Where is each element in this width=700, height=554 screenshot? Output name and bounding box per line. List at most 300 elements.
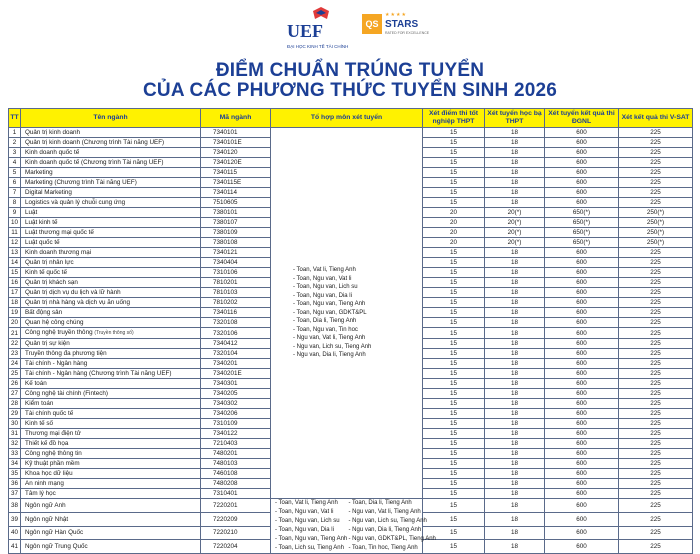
row-dgnl: 600 (545, 449, 619, 459)
header-dgnl: Xét tuyển kết quả thi ĐGNL (545, 109, 619, 128)
row-name (21, 429, 201, 439)
row-dgnl: 650(*) (545, 228, 619, 238)
header-name: Tên ngành (21, 109, 201, 128)
table-row (9, 128, 693, 138)
qs-label: STARS (385, 19, 419, 30)
row-thpt: 15 (423, 419, 485, 429)
row-code: 7310401 (201, 489, 271, 499)
row-vsat: 225 (619, 178, 693, 188)
row-name (21, 308, 201, 318)
row-name (21, 218, 201, 228)
row-name-text: Kinh tế quốc tế (25, 269, 68, 276)
row-vsat: 250(*) (619, 208, 693, 218)
row-tt: 25 (9, 369, 21, 379)
row-name-text: Truyền thông đa phương tiện (25, 350, 107, 357)
row-name-text: Kinh tế số (25, 420, 54, 427)
row-name (21, 268, 201, 278)
row-vsat: 225 (619, 379, 693, 389)
qs-stars-icon: ★★★★ (385, 12, 407, 18)
combo-item: - Ngu van, Vat li, Tieng Anh (348, 509, 421, 515)
row-thpt: 15 (423, 298, 485, 308)
header-combo: Tổ hợp môn xét tuyển (271, 109, 423, 128)
combo-cell-languages (271, 499, 436, 554)
row-thpt: 15 (423, 379, 485, 389)
row-hocba: 18 (485, 379, 545, 389)
combo-item: - Toan, Vat li, Tieng Anh (293, 267, 356, 274)
qs-stars-logo (362, 12, 430, 38)
row-vsat: 225 (619, 479, 693, 489)
row-dgnl: 600 (545, 459, 619, 469)
page-title: ĐIỂM CHUẨN TRÚNG TUYỂN (215, 60, 485, 81)
row-name-text: Tài chính - Ngân hàng (Chương trình Tài năng UEF) (25, 370, 172, 377)
row-dgnl: 600 (545, 318, 619, 328)
row-name (21, 449, 201, 459)
row-thpt: 15 (423, 258, 485, 268)
qs-subtitle: RATED FOR EXCELLENCE (385, 31, 430, 35)
row-hocba: 18 (485, 439, 545, 449)
row-code: 7340121 (201, 248, 271, 258)
row-name (21, 469, 201, 479)
row-name-text: Luật (25, 209, 38, 216)
row-name (21, 168, 201, 178)
row-tt: 9 (9, 208, 21, 218)
row-name (21, 459, 201, 469)
header-tt: TT (9, 109, 21, 128)
combo-grid (275, 499, 436, 553)
uef-logo-text: UEF (287, 21, 323, 41)
row-code: 7380109 (201, 228, 271, 238)
row-hocba: 20(*) (485, 218, 545, 228)
row-code: 7340412 (201, 339, 271, 349)
row-name-text: Kinh doanh quốc tế (25, 149, 80, 156)
row-name-text: Thiết kế đồ họa (25, 440, 69, 447)
row-tt: 7 (9, 188, 21, 198)
row-thpt: 15 (423, 178, 485, 188)
row-thpt: 15 (423, 369, 485, 379)
row-tt: 27 (9, 389, 21, 399)
row-vsat: 225 (619, 489, 693, 499)
row-code: 7320106 (201, 328, 271, 339)
row-vsat: 250(*) (619, 228, 693, 238)
row-dgnl: 600 (545, 268, 619, 278)
row-dgnl: 600 (545, 298, 619, 308)
row-thpt: 15 (423, 339, 485, 349)
row-code: 7340120 (201, 148, 271, 158)
row-name (21, 298, 201, 308)
row-name-text: Kế toán (25, 380, 47, 387)
row-hocba: 18 (485, 349, 545, 359)
row-hocba: 18 (485, 526, 545, 540)
row-code: 7340101E (201, 138, 271, 148)
row-hocba: 18 (485, 540, 545, 554)
row-tt: 6 (9, 178, 21, 188)
row-thpt: 15 (423, 198, 485, 208)
row-dgnl: 650(*) (545, 208, 619, 218)
row-hocba: 18 (485, 419, 545, 429)
row-dgnl: 600 (545, 148, 619, 158)
row-name (21, 359, 201, 369)
row-code: 7310109 (201, 419, 271, 429)
row-vsat: 225 (619, 138, 693, 148)
row-code: 7340115E (201, 178, 271, 188)
row-hocba: 18 (485, 138, 545, 148)
row-tt: 39 (9, 512, 21, 526)
row-code: 7340116 (201, 308, 271, 318)
row-dgnl: 600 (545, 188, 619, 198)
uef-logo-subtitle: ĐẠI HỌC KINH TẾ TÀI CHÍNH (287, 44, 349, 49)
row-dgnl: 650(*) (545, 238, 619, 248)
row-name-text: Công nghệ thông tin (25, 450, 82, 457)
row-thpt: 15 (423, 128, 485, 138)
combo-item: - Toan, Ngu van, Vat li (275, 509, 334, 515)
row-name-text: Tâm lý học (25, 490, 56, 497)
combo-item: - Toan, Ngu van, Lich su (275, 518, 340, 524)
row-code: 7220209 (201, 512, 271, 526)
row-name-text: Logistics và quản lý chuỗi cung ứng (25, 199, 126, 206)
row-name (21, 339, 201, 349)
row-name-text: Công nghệ tài chính (Fintech) (25, 390, 108, 397)
row-name (21, 526, 201, 540)
row-name-text: Kỹ thuật phần mềm (25, 460, 80, 467)
row-name (21, 278, 201, 288)
row-thpt: 15 (423, 359, 485, 369)
row-name (21, 409, 201, 419)
row-dgnl: 600 (545, 489, 619, 499)
row-name (21, 148, 201, 158)
row-vsat: 225 (619, 288, 693, 298)
row-hocba: 18 (485, 512, 545, 526)
row-thpt: 15 (423, 399, 485, 409)
row-code: 7210403 (201, 439, 271, 449)
row-vsat: 225 (619, 369, 693, 379)
row-vsat: 225 (619, 540, 693, 554)
row-thpt: 15 (423, 278, 485, 288)
row-name (21, 328, 201, 339)
row-vsat: 225 (619, 409, 693, 419)
row-code: 7810201 (201, 278, 271, 288)
row-vsat: 225 (619, 359, 693, 369)
row-name-text: Luật kinh tế (25, 219, 58, 226)
row-hocba: 18 (485, 359, 545, 369)
row-hocba: 18 (485, 178, 545, 188)
row-name-text: Khoa học dữ liệu (25, 470, 73, 477)
row-dgnl: 600 (545, 409, 619, 419)
row-name-text: Quản trị kinh doanh (25, 129, 80, 136)
row-vsat: 225 (619, 526, 693, 540)
row-name (21, 138, 201, 148)
row-hocba: 18 (485, 258, 545, 268)
row-thpt: 15 (423, 158, 485, 168)
row-thpt: 15 (423, 439, 485, 449)
row-tt: 37 (9, 489, 21, 499)
row-name-text: Bất động sản (25, 309, 63, 316)
row-vsat: 225 (619, 128, 693, 138)
row-code: 7460108 (201, 469, 271, 479)
row-code: 7340206 (201, 409, 271, 419)
row-name (21, 369, 201, 379)
row-dgnl: 600 (545, 540, 619, 554)
row-vsat: 225 (619, 158, 693, 168)
row-thpt: 20 (423, 218, 485, 228)
row-code: 7220201 (201, 499, 271, 513)
row-name-text: Kinh doanh thương mại (25, 249, 92, 256)
header-thpt: Xét điểm thi tốt nghiệp THPT (423, 109, 485, 128)
row-name-text: Thương mại điện tử (25, 430, 81, 437)
row-tt: 19 (9, 308, 21, 318)
row-tt: 2 (9, 138, 21, 148)
row-dgnl: 600 (545, 469, 619, 479)
row-code: 7480201 (201, 449, 271, 459)
row-name-text: Tài chính quốc tế (25, 410, 74, 417)
row-thpt: 15 (423, 188, 485, 198)
header-code: Mã ngành (201, 109, 271, 128)
header-vsat: Xét kết quả thi V-SAT (619, 109, 693, 128)
row-name (21, 128, 201, 138)
row-thpt: 15 (423, 429, 485, 439)
row-name (21, 188, 201, 198)
row-tt: 23 (9, 349, 21, 359)
table-body (9, 128, 693, 554)
row-name-text: Quản trị kinh doanh (Chương trình Tài năng UEF) (25, 139, 165, 146)
row-tt: 3 (9, 148, 21, 158)
row-tt: 5 (9, 168, 21, 178)
row-name-text: Kiểm toán (25, 400, 54, 407)
row-vsat: 225 (619, 148, 693, 158)
row-name (21, 208, 201, 218)
row-name (21, 238, 201, 248)
row-thpt: 15 (423, 318, 485, 328)
row-name (21, 540, 201, 554)
row-thpt: 15 (423, 349, 485, 359)
row-vsat: 225 (619, 349, 693, 359)
row-tt: 33 (9, 449, 21, 459)
row-name-text: Ngôn ngữ Anh (25, 501, 66, 509)
combo-item: - Toan, Ngu van, Tieng Anh (293, 301, 366, 308)
row-vsat: 225 (619, 248, 693, 258)
row-vsat: 225 (619, 459, 693, 469)
combo-item: - Ngu van, Lich su, Tieng Anh (348, 518, 427, 524)
row-thpt: 15 (423, 469, 485, 479)
row-name (21, 178, 201, 188)
combo-item: - Toan, Tin hoc, Tieng Anh (348, 545, 418, 551)
row-vsat: 225 (619, 278, 693, 288)
row-hocba: 18 (485, 499, 545, 513)
row-tt: 34 (9, 459, 21, 469)
row-thpt: 15 (423, 328, 485, 339)
row-name (21, 198, 201, 208)
row-dgnl: 600 (545, 288, 619, 298)
row-hocba: 18 (485, 339, 545, 349)
combo-item: - Ngu van, Vat li, Tieng Anh (293, 335, 366, 342)
row-hocba: 18 (485, 459, 545, 469)
row-dgnl: 600 (545, 278, 619, 288)
row-dgnl: 600 (545, 158, 619, 168)
row-code: 7220210 (201, 526, 271, 540)
row-tt: 22 (9, 339, 21, 349)
row-hocba: 20(*) (485, 208, 545, 218)
row-tt: 4 (9, 158, 21, 168)
row-vsat: 225 (619, 469, 693, 479)
row-vsat: 225 (619, 298, 693, 308)
row-hocba: 20(*) (485, 228, 545, 238)
row-code: 7310106 (201, 268, 271, 278)
row-vsat: 225 (619, 318, 693, 328)
row-dgnl: 600 (545, 399, 619, 409)
row-name-text: Luật quốc tế (25, 239, 60, 246)
row-tt: 38 (9, 499, 21, 513)
row-tt: 1 (9, 128, 21, 138)
row-hocba: 18 (485, 248, 545, 258)
row-name-text: Luật thương mại quốc tế (25, 229, 94, 236)
row-thpt: 15 (423, 409, 485, 419)
row-code: 7340122 (201, 429, 271, 439)
row-name (21, 158, 201, 168)
row-name (21, 349, 201, 359)
row-tt: 16 (9, 278, 21, 288)
row-name-text: Digital Marketing (25, 189, 72, 196)
row-code: 7340120E (201, 158, 271, 168)
row-vsat: 225 (619, 419, 693, 429)
combo-item: - Ngu van, Dia li, Tieng Anh (293, 352, 366, 359)
row-tt: 28 (9, 399, 21, 409)
row-dgnl: 600 (545, 128, 619, 138)
row-dgnl: 600 (545, 258, 619, 268)
row-hocba: 18 (485, 268, 545, 278)
header-hocba: Xét tuyển học bạ THPT (485, 109, 545, 128)
row-name-text: Quản trị sự kiện (25, 340, 70, 347)
row-tt: 26 (9, 379, 21, 389)
row-thpt: 15 (423, 138, 485, 148)
row-vsat: 225 (619, 198, 693, 208)
row-hocba: 18 (485, 148, 545, 158)
combo-column (348, 499, 436, 553)
combo-item: - Ngu van, Dia li, Tieng Anh (348, 527, 422, 533)
row-name-text: Marketing (Chương trình Tài năng UEF) (25, 179, 137, 186)
row-name (21, 389, 201, 399)
row-vsat: 225 (619, 429, 693, 439)
combo-item: - Ngu van, Lich su, Tieng Anh (293, 343, 372, 350)
row-name (21, 248, 201, 258)
combo-item: - Toan, Ngu van, GDKT&PL (293, 309, 367, 316)
row-tt: 10 (9, 218, 21, 228)
row-tt: 29 (9, 409, 21, 419)
row-hocba: 18 (485, 429, 545, 439)
row-thpt: 15 (423, 489, 485, 499)
row-hocba: 18 (485, 479, 545, 489)
row-name-text: Marketing (25, 169, 53, 176)
row-dgnl: 600 (545, 178, 619, 188)
row-code: 7810103 (201, 288, 271, 298)
row-name (21, 399, 201, 409)
row-thpt: 15 (423, 248, 485, 258)
row-thpt: 15 (423, 526, 485, 540)
row-code: 7340115 (201, 168, 271, 178)
row-dgnl: 600 (545, 308, 619, 318)
row-vsat: 225 (619, 339, 693, 349)
row-vsat: 225 (619, 439, 693, 449)
table-header-row (9, 109, 693, 128)
row-dgnl: 600 (545, 168, 619, 178)
row-hocba: 18 (485, 449, 545, 459)
row-dgnl: 600 (545, 379, 619, 389)
row-dgnl: 600 (545, 369, 619, 379)
row-thpt: 20 (423, 238, 485, 248)
row-tt: 41 (9, 540, 21, 554)
row-code: 7340302 (201, 399, 271, 409)
row-thpt: 15 (423, 459, 485, 469)
row-dgnl: 600 (545, 526, 619, 540)
row-vsat: 225 (619, 268, 693, 278)
row-dgnl: 600 (545, 328, 619, 339)
row-dgnl: 600 (545, 248, 619, 258)
row-hocba: 18 (485, 469, 545, 479)
row-hocba: 18 (485, 489, 545, 499)
row-name-text: Tài chính - Ngân hàng (25, 360, 88, 367)
row-name-text: Quản trị khách sạn (25, 279, 78, 286)
table-row (9, 499, 693, 513)
row-thpt: 20 (423, 208, 485, 218)
row-thpt: 15 (423, 479, 485, 489)
row-name (21, 258, 201, 268)
row-name (21, 419, 201, 429)
row-dgnl: 600 (545, 419, 619, 429)
row-tt: 40 (9, 526, 21, 540)
row-dgnl: 600 (545, 512, 619, 526)
row-code: 7810202 (201, 298, 271, 308)
combo-item: - Toan, Vat li, Tieng Anh (275, 500, 338, 506)
row-thpt: 15 (423, 512, 485, 526)
row-code: 7380108 (201, 238, 271, 248)
row-vsat: 225 (619, 168, 693, 178)
row-tt: 36 (9, 479, 21, 489)
row-thpt: 15 (423, 148, 485, 158)
header (0, 0, 700, 104)
row-thpt: 15 (423, 308, 485, 318)
row-code: 7510605 (201, 198, 271, 208)
row-hocba: 18 (485, 168, 545, 178)
row-tt: 20 (9, 318, 21, 328)
row-dgnl: 600 (545, 499, 619, 513)
row-code: 7380107 (201, 218, 271, 228)
row-name-note: (Truyền thông số) (94, 330, 134, 336)
combo-item: - Toan, Ngu van, Vat li (293, 275, 352, 282)
row-name (21, 479, 201, 489)
row-vsat: 250(*) (619, 238, 693, 248)
row-code: 7320108 (201, 318, 271, 328)
row-code: 7340205 (201, 389, 271, 399)
row-code: 7340101 (201, 128, 271, 138)
uef-logo (287, 6, 357, 50)
row-dgnl: 600 (545, 479, 619, 489)
row-thpt: 15 (423, 540, 485, 554)
row-thpt: 15 (423, 449, 485, 459)
row-name (21, 439, 201, 449)
row-name (21, 379, 201, 389)
row-tt: 30 (9, 419, 21, 429)
row-name-text: Ngôn ngữ Hàn Quốc (25, 529, 84, 537)
row-vsat: 225 (619, 389, 693, 399)
row-code: 7220204 (201, 540, 271, 554)
combo-item: - Toan, Ngu van, Dia li (293, 292, 352, 299)
row-tt: 8 (9, 198, 21, 208)
combo-item: - Toan, Ngu van, Tieng Anh (275, 536, 348, 542)
row-vsat: 225 (619, 328, 693, 339)
row-hocba: 18 (485, 298, 545, 308)
row-vsat: 225 (619, 258, 693, 268)
row-dgnl: 600 (545, 138, 619, 148)
row-name-text: Công nghệ truyền thông (25, 329, 93, 336)
row-name-text: Quản trị nhân lực (25, 259, 74, 266)
